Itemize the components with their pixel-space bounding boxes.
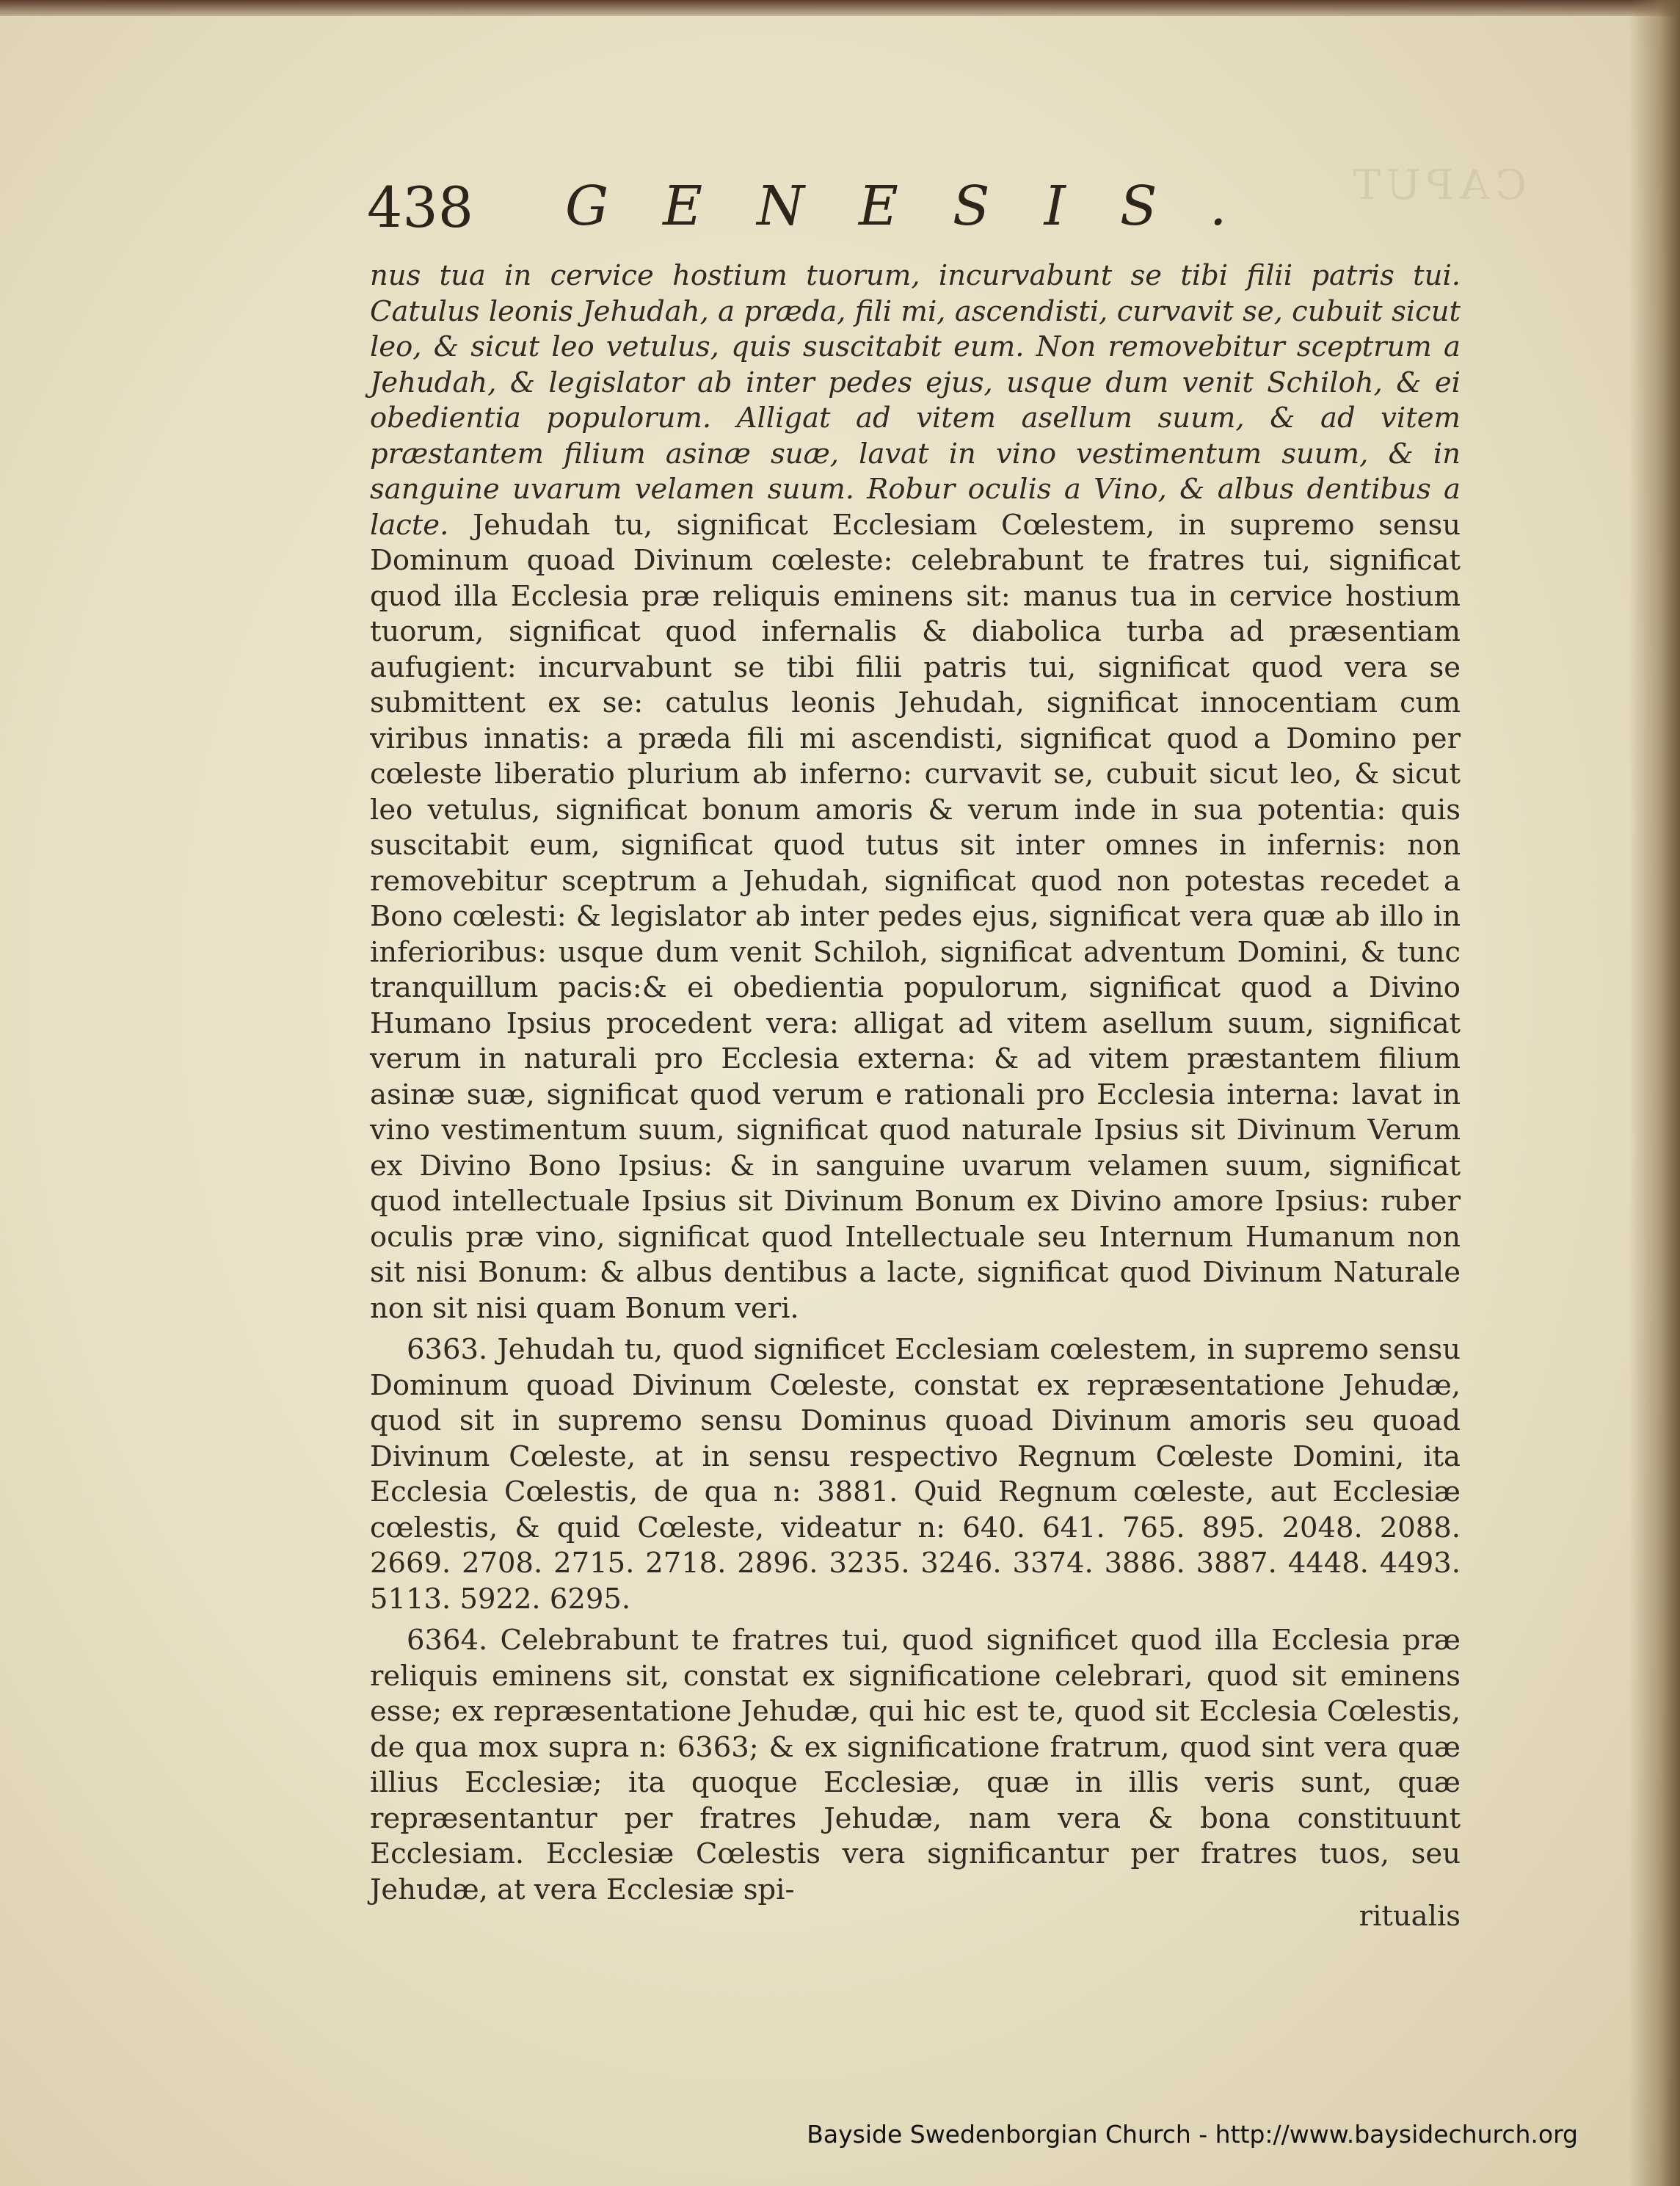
scripture-quote: nus tua in cervice hostium tuorum, incurvabunt se tibi filii patris tui. Catulus leonis Jehudah, a præda, fili mi, ascendisti, curvavit se, cubuit sicut leo, & sicut leo vetulus, quis suscitabit eum. Non removebitur sceptrum a Jehudah, & legislator ab inter pedes ejus, usque dum venit Schiloh, & ei obedientia populorum. Alligat ad vitem asellum suum, & ad vitem præstantem filium asinæ suæ, lavat in vino vestimentum suum, & in sanguine uvarum velamen suum. Robur oculis a Vino, & albus dentibus a lacte. bbox=[370, 259, 1461, 542]
verse-block bbox=[370, 258, 1461, 1326]
bleed-through-text: CAPUT bbox=[1347, 161, 1527, 209]
page-number: 438 bbox=[367, 175, 474, 240]
exposition-text: Jehudah tu, significat Ecclesiam Cœlestem, in supremo sensu Dominum quoad Divinum cœleste: celebrabunt te fratres tui, significat quod illa Ecclesia præ reliquis eminens sit: manus tua in cervice hostium tuorum, significat quod infernalis & diabolica turba ad præsentiam aufugient: incurvabunt se tibi filii patris tui, significat quod vera se submittent ex se: catulus leonis Jehudah, significat innocentiam cum viribus innatis: a præda fili mi ascendisti, significat quod a Domino per cœleste liberatio plurium ab inferno: curvavit se, cubuit sicut leo, & sicut leo vetulus, significat bonum amoris & verum inde in sua potentia: quis suscitabit eum, significat quod tutus sit inter omnes in infernis: non removebitur sceptrum a Jehudah, significat quod non potestas recedet a Bono cœlesti: & legislator ab inter pedes ejus, significat vera quæ ab illo in inferioribus: usque dum venit Schiloh, significat adventum Domini, & tunc tranquillum pacis:& ei obedientia populorum, significat quod a Divino Humano Ipsius procedent vera: alligat ad vitem asellum suum, significat verum in naturali pro Ecclesia externa: & ad vitem præstantem filium asinæ suæ, significat quod verum e rationali pro Ecclesia interna: lavat in vino vestimentum suum, significat quod naturale Ipsius sit Divinum Verum ex Divino Bono Ipsius: & in sanguine uvarum velamen suum, significat quod intellectuale Ipsius sit Divinum Bonum ex Divino amore Ipsius: ruber oculis præ vino, significat quod Intellectuale seu Internum Humanum non sit nisi Bonum: & albus dentibus a lacte, significat quod Divinum Naturale non sit nisi quam Bonum veri. bbox=[370, 508, 1461, 1325]
body-text bbox=[370, 258, 1461, 1908]
page-gutter-shadow bbox=[1629, 0, 1680, 2186]
paragraph-6364: 6364. Celebrabunt te fratres tui, quod significet quod illa Ecclesia præ reliquis eminens sit, constat ex significatione celebrari, quod sit eminens esse; ex repræsentatione Jehudæ, qui hic est te, quod sit Ecclesia Cœlestis, de qua mox supra n: 6363; & ex significatione fratrum, quod sint vera quæ illius Ecclesiæ; ita quoque Ecclesiæ, quæ in illis veris sunt, quæ repræsentantur per fratres Jehudæ, nam vera & bona constituunt Ecclesiam. Ecclesiæ Cœlestis vera significantur per fratres tuos, seu Jehudæ, at vera Ecclesiæ spi- bbox=[370, 1624, 1461, 1906]
source-watermark: Bayside Swedenborgian Church - http://www.baysidechurch.org bbox=[807, 2120, 1578, 2149]
running-head: GENESIS. bbox=[565, 175, 1281, 238]
paragraph-6363: 6363. Jehudah tu, quod significet Ecclesiam cœlestem, in supremo sensu Dominum quoad Divinum Cœleste, constat ex repræsentatione Jehudæ, quod sit in supremo sensu Dominus quoad Divinum amoris seu quoad Divinum Cœleste, at in sensu respectivo Regnum Cœleste Domini, ita Ecclesia Cœlestis, de qua n: 3881. Quid Regnum cœleste, aut Ecclesiæ cœlestis, & quid Cœleste, videatur n: 640. 641. 765. 895. 2048. 2088. 2669. 2708. 2715. 2718. 2896. 3235. 3246. 3374. 3886. 3887. 4448. 4493. 5113. 5922. 6295. bbox=[370, 1333, 1461, 1616]
catchword: ritualis bbox=[1359, 1900, 1461, 1933]
page-header bbox=[367, 175, 1321, 248]
page-top-edge bbox=[0, 0, 1680, 16]
